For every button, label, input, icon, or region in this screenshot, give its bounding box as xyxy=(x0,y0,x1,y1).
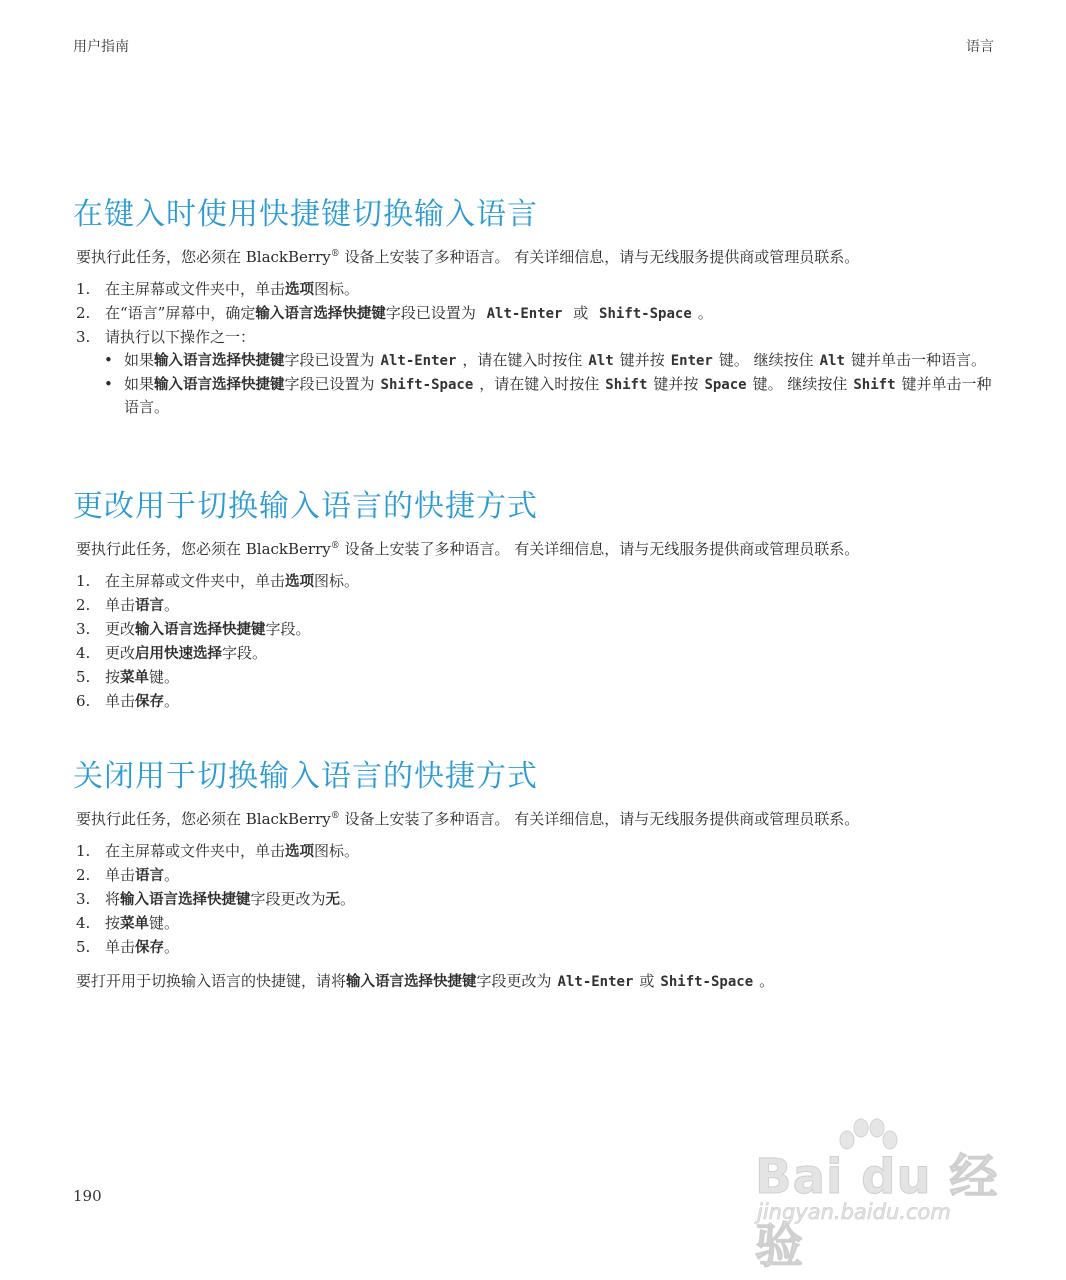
steps-list xyxy=(73,840,1003,960)
step-item: 4. 按菜单键。 xyxy=(76,914,180,932)
prerequisite-note: 要执行此任务，您必须在 BlackBerry® 设备上安装了多种语言。 有关详细信息，请与无线服务提供商或管理员联系。 xyxy=(76,540,860,558)
steps-list xyxy=(73,570,1003,714)
step-item: 5. 按菜单键。 xyxy=(76,668,180,686)
prerequisite-note: 要执行此任务，您必须在 BlackBerry® 设备上安装了多种语言。 有关详细信息，请与无线服务提供商或管理员联系。 xyxy=(76,810,860,828)
step-item: 6. 单击保存。 xyxy=(76,692,180,710)
step-item: 2. 在“语言”屏幕中，确定输入语言选择快捷键字段已设置为 Alt-Enter 或 Shift-Space 。 xyxy=(76,304,713,322)
step-item: 1. 在主屏幕或文件夹中，单击选项图标。 xyxy=(76,280,360,298)
header-chapter-title: 语言 xyxy=(966,39,994,55)
steps-list xyxy=(73,278,1003,418)
header-guide-title: 用户指南 xyxy=(73,39,129,55)
option-item: • 如果输入语言选择快捷键字段已设置为 Shift-Space ，请在键入时按住 Shift 键并按 Space 键。 继续按住 Shift 键并单击一种语言。 xyxy=(104,375,992,416)
step-item: 3. 将输入语言选择快捷键字段更改为无。 xyxy=(76,890,356,908)
step-item: 4. 更改启用快速选择字段。 xyxy=(76,644,268,662)
section-switch-language-shortcut xyxy=(73,195,1003,419)
step-item: 2. 单击语言。 xyxy=(76,866,180,884)
step-item: 1. 在主屏幕或文件夹中，单击选项图标。 xyxy=(76,572,360,590)
prerequisite-note: 要执行此任务，您必须在 BlackBerry® 设备上安装了多种语言。 有关详细信息，请与无线服务提供商或管理员联系。 xyxy=(76,248,860,266)
section-title: 更改用于切换输入语言的快捷方式 xyxy=(73,489,538,524)
option-list xyxy=(73,349,1003,418)
section-title: 在键入时使用快捷键切换输入语言 xyxy=(73,197,538,232)
step-item: 3. 更改输入语言选择快捷键字段。 xyxy=(76,620,311,638)
watermark-url: jingyan.baidu.com xyxy=(757,1200,951,1224)
section-disable-shortcut xyxy=(73,757,1003,993)
page-number: 190 xyxy=(73,1187,102,1205)
section-change-shortcut xyxy=(73,487,1003,714)
step-item: 5. 单击保存。 xyxy=(76,938,180,956)
baidu-jingyan-watermark xyxy=(755,1118,1005,1274)
section-title: 关闭用于切换输入语言的快捷方式 xyxy=(73,759,538,794)
closing-note: 要打开用于切换输入语言的快捷键，请将输入语言选择快捷键字段更改为 Alt-Enter 或 Shift-Space 。 xyxy=(76,972,775,990)
step-item: 3. 请执行以下操作之一： • 如果输入语言选择快捷键字段已设置为 Alt-Enter ，请在键入时按住 Alt 键并按 Enter 键。 继续按住 Alt 键并单击一种语言。 • 如果输入语言选择快捷键字段已设置为 Shift-Space ，请在键入时按住 Shift 键并按 Space 键。 继续按住 Shift 键并单击一种语言。 xyxy=(73,326,1003,418)
step-item: 1. 在主屏幕或文件夹中，单击选项图标。 xyxy=(76,842,360,860)
watermark-logo: Bai du 经验 xyxy=(755,1149,999,1274)
option-item: • 如果输入语言选择快捷键字段已设置为 Alt-Enter ，请在键入时按住 Alt 键并按 Enter 键。 继续按住 Alt 键并单击一种语言。 xyxy=(104,351,986,369)
step-item: 2. 单击语言。 xyxy=(76,596,180,614)
